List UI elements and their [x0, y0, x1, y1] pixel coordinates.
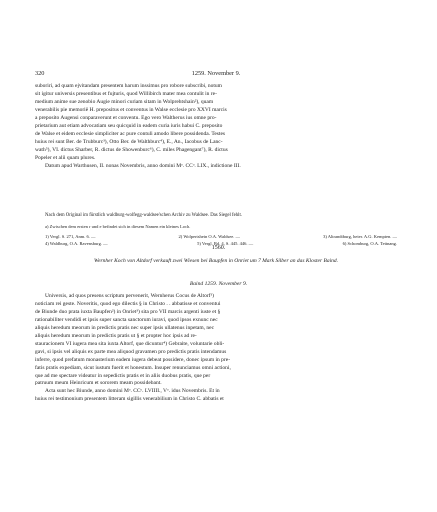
text-line: gavi, si ipsis vel aliquis ex parte mea aliquod gravamen pro predictis pratis intendamus [35, 348, 227, 355]
text-line: medium anime sue zenobio Augie minori curiam sitam in Wolprehtshain²), quam [35, 98, 214, 105]
text-line: Popeler et alii quam plures. [35, 154, 96, 161]
footnote-a: a) Zwischen dem ersten r und e befindet sich in diesem Namen ein kleines Loch. [45, 224, 191, 229]
source-note: Nach dem Original im fürstlich waldburg-wolfegg-waldsee'schen Archiv zu Waldsee. Das Siegel fehlt. [45, 213, 243, 218]
document-body [35, 293, 397, 404]
previous-document-text [35, 83, 397, 170]
text-line: de Walse et eidem ecclesie simpliciter ac pure contuli amodo libere possidenda. Testes [35, 130, 226, 137]
text-line: huius rei sunt Ber. de Trubburc³), Otto Ber. de Walthburc⁴), E., An., Iacobus de Lanc- [35, 138, 223, 145]
text-line: aliquis heredum meorum in predictis pratis ut § et propter hoc ipsis ad re- [35, 332, 197, 339]
text-line: sit igitur universis presentibus et fujturis, quod Willibirch mater mea contulit in re- [35, 90, 217, 97]
text-line: noticiam rei geste. Noveritis, quod ego dilectis § in Christo . . abbatisse et conventui [35, 300, 221, 307]
text-line: patruum meum Heinricum et sororem meam possidebant. [35, 380, 162, 387]
footnotes [35, 224, 397, 247]
text-line: venerabilis pie memoriê H. prepositus et conventus in Walse ecclesie pro XXVI marcis [35, 106, 227, 113]
running-header [35, 70, 397, 78]
footnote: 1) Vergl. S. 271, Anm. 6. — [45, 234, 96, 240]
text-line: stauracionem VI iugera mea sita iuxta Altorf, que dicuntur⁴) Gebraite, voluntarie obli- [35, 340, 225, 347]
footnote: 5) Vergl. Bd. 4, S. 445. 446. — [197, 240, 254, 246]
text-line: aliquis heredum meorum in predictis pratis nec super ipsis ullatenus inpetam, nec [35, 324, 215, 331]
dating-line: Datum apud Warthusen, II. nonas Novembris, anno domini Mᵒ. CCᵒ. LIX., indictione III. [45, 162, 241, 169]
footnote: 6) Schomburg, O.A. Tettnang. [342, 240, 397, 246]
text-line: que ad me spectare videatur in sepedictis pratis et in aliis duobus pratis, que per [35, 372, 211, 379]
page-number: 320 [35, 70, 45, 77]
text-line: prietarium aut etiam advocatiam seu quicquid in eadem curia iuris habui C. preposito [35, 122, 223, 129]
text-line: wath⁵), VI. dictus Sharber, R. dictus de Showenburc⁶), C. miles Phagengant⁷), R. dictus [35, 146, 228, 153]
text-line: Universis, ad quos presens scriptum pervenerit, Wernherus Cocus de Altorf¹) [45, 293, 214, 299]
footnote: 4) Waldburg, O.A. Ravensburg. — [45, 240, 108, 246]
text-line: fatis pratis expediam, sicut iustum fuerit et honestum. Insuper renunciamus omni actioni, [35, 364, 231, 371]
text-line: a preposito Augensi conparaverunt et conventu. Ego vero Waltherus ius omne pro- [35, 114, 217, 121]
running-title: 1259. November 9. [191, 70, 241, 77]
text-line: rationabiliter vendidi et ipsis super sancta sanctorum iuravi, quod ipsos exnunc nec [35, 316, 218, 323]
document-date: Baind 1259. November 9. [189, 281, 248, 287]
text-line: Acta sunt hec Biunde, anno domini Mᵒ. CCᵒ. LVIIII., Vᵒ. idus Novembris. Et in [45, 388, 220, 395]
regest-summary: Wernher Koch von Altdorf verkauft zwei Wiesen bei Baupfen in Onriet um 7 Mark Silber an das Kloster Baind. [94, 258, 338, 264]
document-number: 1560. [211, 245, 226, 251]
text-line: suboriri, ad quam ejvitandam presentem harum inssimus pro robore subscribi, notum [35, 83, 222, 89]
text-line: huius rei testimonium presentem litteram sigillis venerabilium in Christo C. abbatis et [35, 396, 224, 403]
text-line: inferre, quod prefatum monasterium eadem iugera debeat possidere, donec ipsum in pre- [35, 356, 231, 363]
text-line: de Biunde duo prata iuxta Baupfen²) in Onriet³) sita pro VII marcis argenti iuste et § [35, 308, 221, 315]
footnote: 2) Wolpertshein O.A. Waldsee. — [178, 234, 241, 240]
footnote: 3) Altrandtburg, heier. A.G. Kempten. — [323, 234, 397, 240]
